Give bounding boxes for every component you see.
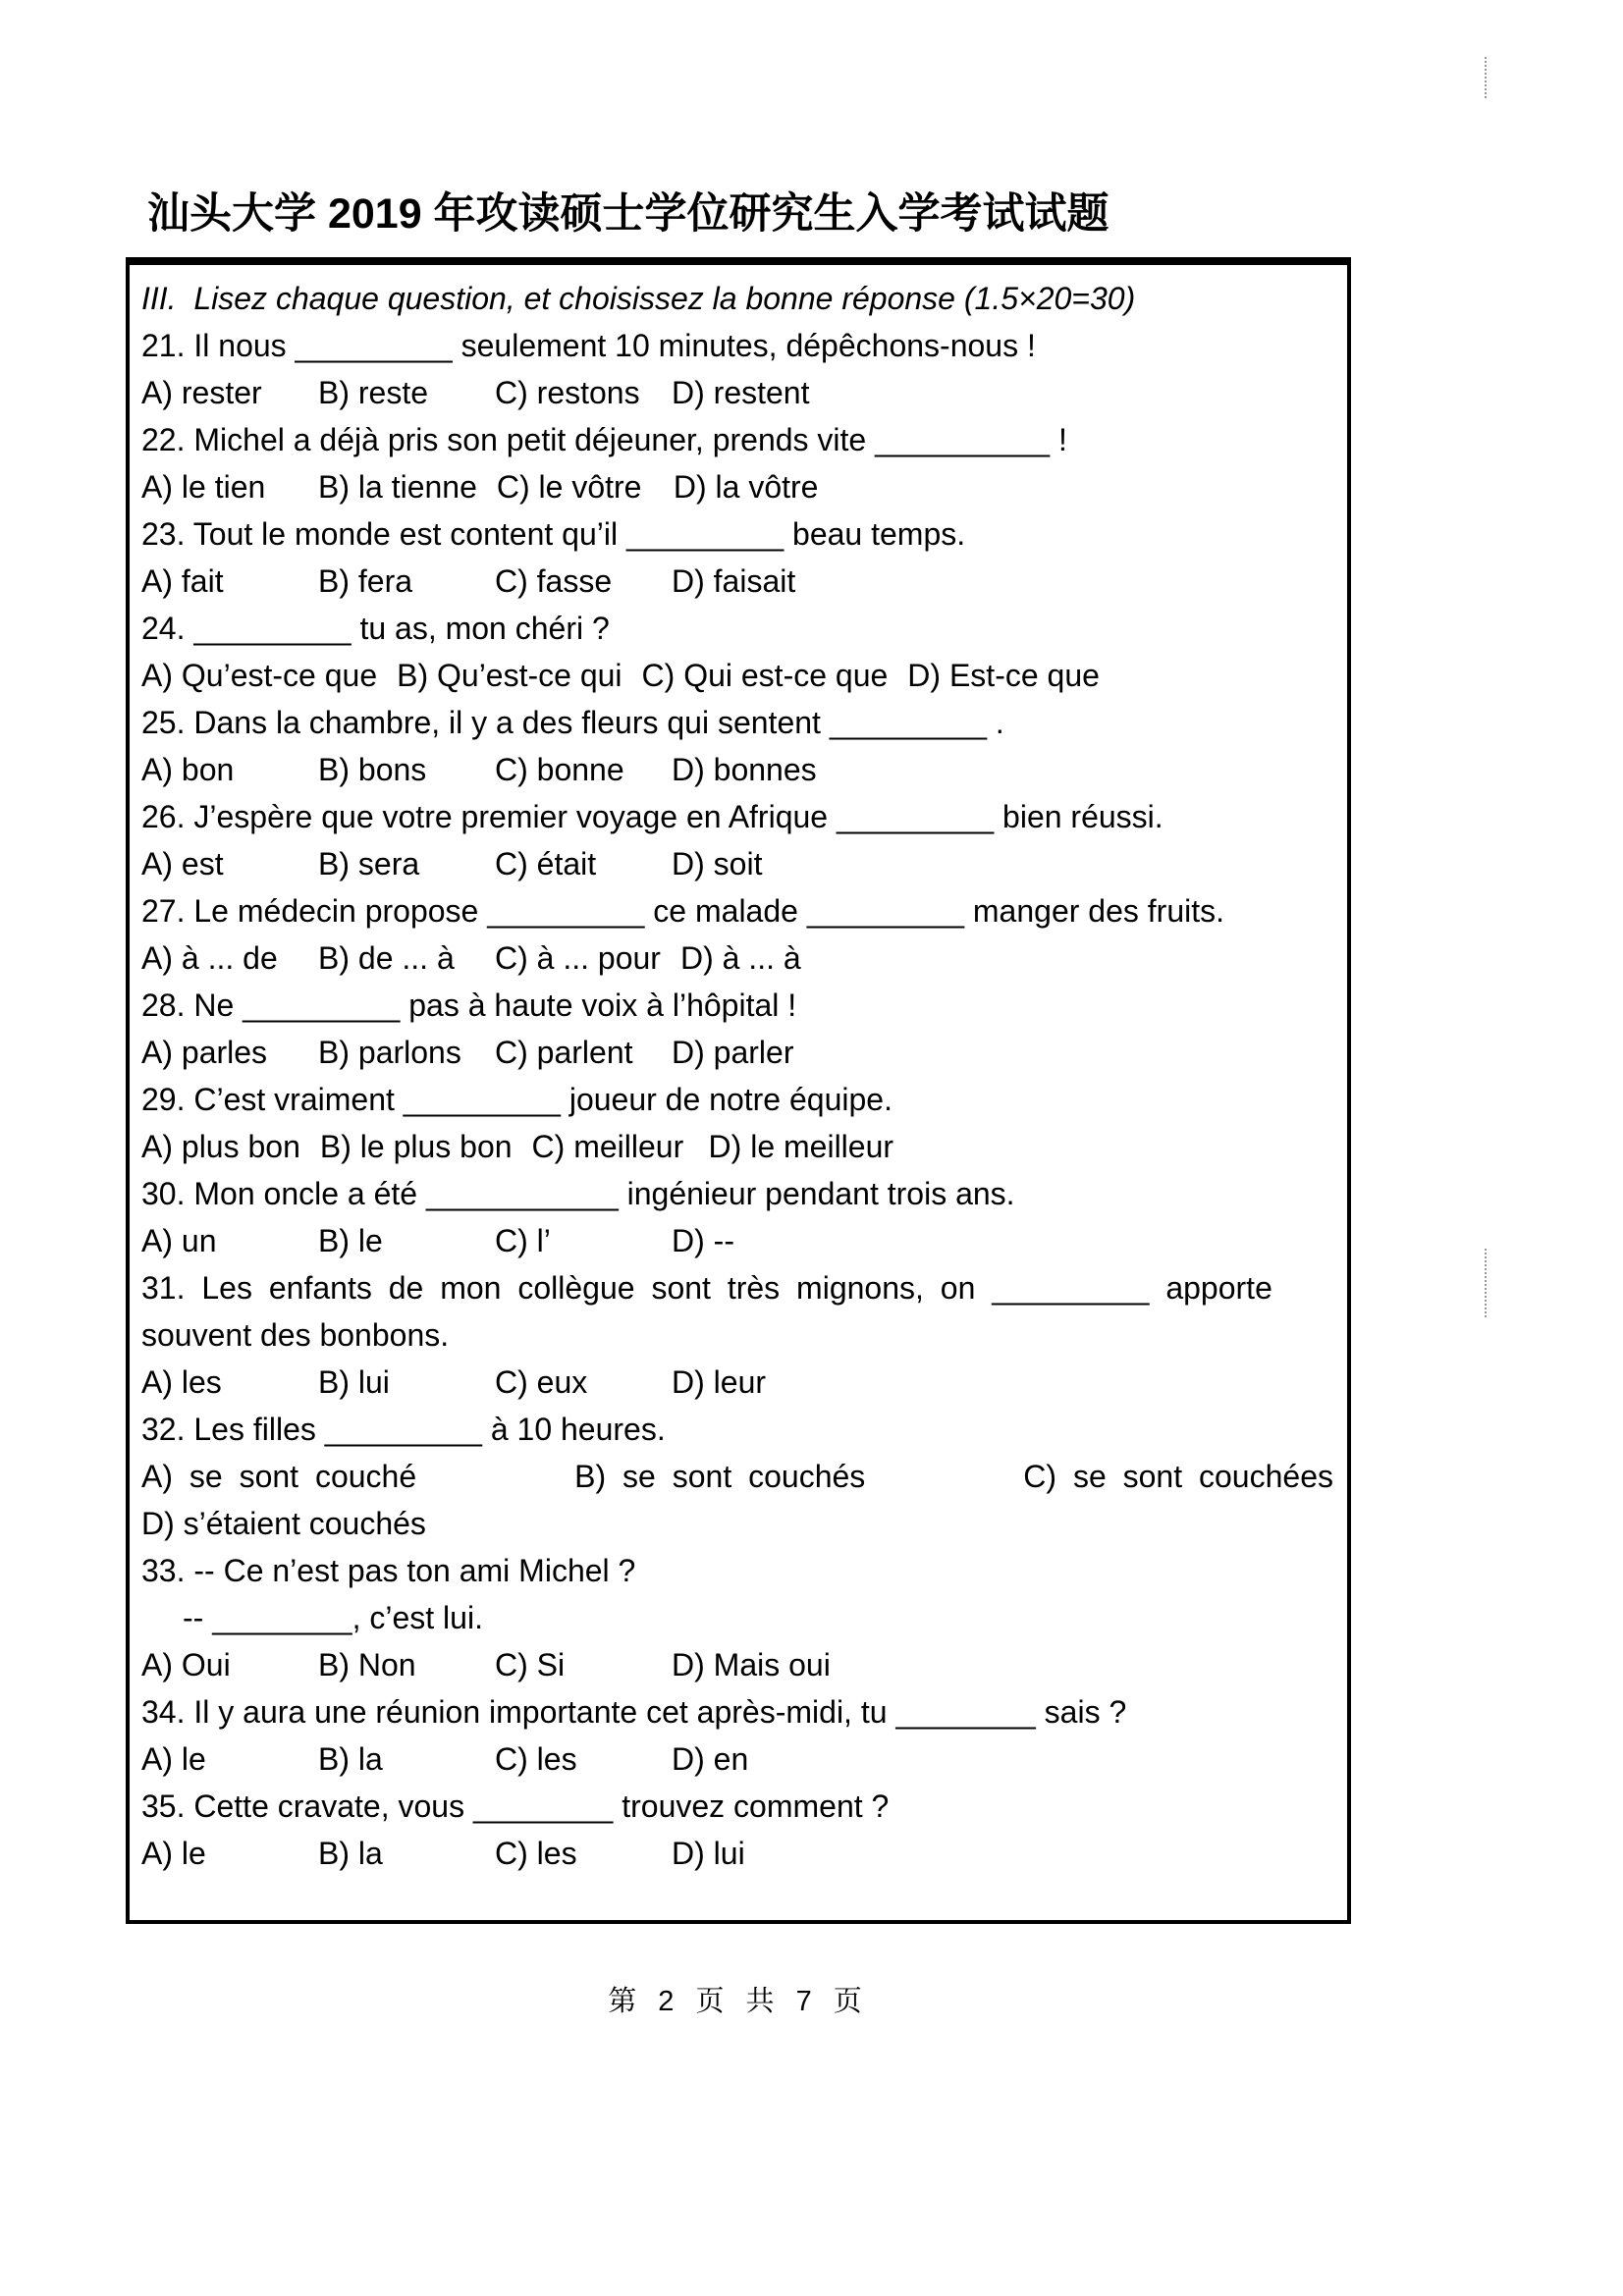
options-row (141, 1453, 1333, 1500)
question-29 (141, 1076, 1333, 1170)
options-row (141, 1500, 1333, 1547)
option-c: C) à ... pour (495, 940, 661, 976)
page-title: 汕头大学 2019 年攻读硕士学位研究生入学考试试题 (147, 190, 1109, 238)
option-a: A) à ... de (141, 940, 278, 976)
question-text: 23. Tout le monde est content qu’il _________ beau temps. (141, 516, 966, 552)
option-a: A) Qu’est-ce que (141, 658, 378, 693)
option-c: C) meilleur (531, 1129, 684, 1164)
question-32 (141, 1406, 1333, 1547)
option-a: A) Oui (141, 1647, 231, 1682)
option-a: A) le (141, 1836, 206, 1871)
options-row (141, 558, 1333, 605)
option-c: C) les (495, 1836, 577, 1871)
question-30 (141, 1170, 1333, 1264)
option-d: D) s’étaient couchés (141, 1506, 426, 1541)
question-23 (141, 510, 1333, 605)
options-row (141, 1123, 1333, 1170)
option-c: C) bonne (495, 752, 624, 787)
option-b: B) reste (318, 375, 429, 410)
option-a: A) le (141, 1741, 206, 1777)
option-d: D) la vôtre (673, 469, 819, 505)
option-c: C) Si (495, 1647, 566, 1682)
question-35 (141, 1783, 1333, 1877)
option-d: D) Mais oui (672, 1647, 831, 1682)
question-text: 22. Michel a déjà pris son petit déjeuner, prends vite __________ ! (141, 422, 1067, 457)
question-text: 26. J’espère que votre premier voyage en Afrique _________ bien réussi. (141, 799, 1163, 834)
options-row (141, 369, 1333, 416)
option-c: C) les (495, 1741, 577, 1777)
scan-artifact (1485, 1249, 1487, 1317)
option-b: B) la tienne (318, 469, 477, 505)
question-26 (141, 793, 1333, 887)
option-a: A) parles (141, 1035, 268, 1070)
options-row (141, 1830, 1333, 1877)
options-row (141, 1359, 1333, 1406)
options-row (141, 746, 1333, 793)
question-text: 25. Dans la chambre, il y a des fleurs qui sentent _________ . (141, 705, 1004, 740)
option-b: B) de ... à (318, 940, 455, 976)
question-28 (141, 982, 1333, 1076)
options-row (141, 1641, 1333, 1688)
option-c: C) eux (495, 1364, 588, 1400)
question-21 (141, 322, 1333, 416)
option-c: C) parlent (495, 1035, 633, 1070)
option-a: A) plus bon (141, 1129, 300, 1164)
option-b: B) lui (318, 1364, 390, 1400)
option-d: D) leur (672, 1364, 767, 1400)
option-a: A) un (141, 1223, 217, 1258)
option-d: D) -- (672, 1223, 734, 1258)
question-text: 31. Les enfants de mon collègue sont très mignons, on _________ apporte (141, 1270, 1272, 1306)
option-b: B) la (318, 1741, 383, 1777)
question-24 (141, 605, 1333, 699)
option-d: D) en (672, 1741, 749, 1777)
section-heading: III. Lisez chaque question, et choisissez la bonne réponse (1.5×20=30) (141, 281, 1136, 316)
option-d: D) restent (672, 375, 810, 410)
question-text: 35. Cette cravate, vous ________ trouvez comment ? (141, 1789, 890, 1824)
question-frame (126, 257, 1351, 1924)
option-a: A) fait (141, 563, 224, 599)
option-c: C) était (495, 846, 597, 881)
option-a: A) les (141, 1364, 222, 1400)
question-27 (141, 887, 1333, 982)
question-text: 28. Ne _________ pas à haute voix à l’hôpital ! (141, 988, 797, 1023)
options-row (141, 463, 1333, 510)
option-c: C) l’ (495, 1223, 551, 1258)
question-text: 27. Le médecin propose _________ ce malade _________ manger des fruits. (141, 893, 1224, 929)
option-c: C) se sont couchées (1023, 1459, 1333, 1494)
options-row (141, 1029, 1333, 1076)
option-d: D) parler (672, 1035, 794, 1070)
option-d: D) faisait (672, 563, 796, 599)
question-text: 34. Il y aura une réunion importante cet après-midi, tu ________ sais ? (141, 1694, 1127, 1730)
question-text: 21. Il nous _________ seulement 10 minutes, dépêchons-nous ! (141, 328, 1036, 363)
options-row (141, 652, 1333, 699)
scan-artifact (1485, 57, 1487, 98)
option-b: B) se sont couchés (574, 1459, 866, 1494)
question-text: 29. C’est vraiment _________ joueur de notre équipe. (141, 1082, 893, 1117)
question-text-continued: -- ________, c’est lui. (183, 1600, 483, 1635)
option-a: A) bon (141, 752, 235, 787)
option-d: D) lui (672, 1836, 745, 1871)
option-a: A) le tien (141, 469, 266, 505)
option-b: B) parlons (318, 1035, 461, 1070)
option-b: B) la (318, 1836, 383, 1871)
options-row (141, 1735, 1333, 1783)
question-25 (141, 699, 1333, 793)
options-row (141, 934, 1333, 982)
option-b: B) sera (318, 846, 420, 881)
option-b: B) fera (318, 563, 413, 599)
question-text: 32. Les filles _________ à 10 heures. (141, 1412, 666, 1447)
option-b: B) le (318, 1223, 383, 1258)
option-a: A) est (141, 846, 224, 881)
options-row (141, 840, 1333, 887)
question-22 (141, 416, 1333, 510)
option-a: A) se sont couché (141, 1459, 417, 1494)
option-d: D) bonnes (672, 752, 817, 787)
options-row (141, 1217, 1333, 1264)
question-text: 33. -- Ce n’est pas ton ami Michel ? (141, 1553, 636, 1588)
option-c: C) le vôtre (496, 469, 642, 505)
question-31 (141, 1264, 1333, 1406)
option-c: C) fasse (495, 563, 613, 599)
option-d: D) à ... à (679, 940, 801, 976)
option-c: C) restons (495, 375, 640, 410)
option-d: D) soit (672, 846, 763, 881)
option-b: B) Qu’est-ce qui (397, 658, 622, 693)
option-b: B) bons (318, 752, 427, 787)
question-34 (141, 1688, 1333, 1783)
option-d: D) le meilleur (708, 1129, 894, 1164)
option-b: B) Non (318, 1647, 416, 1682)
question-text: 24. _________ tu as, mon chéri ? (141, 611, 610, 646)
option-a: A) rester (141, 375, 262, 410)
page-number: 第 2 页 共 7 页 (608, 1986, 869, 2017)
option-b: B) le plus bon (319, 1129, 513, 1164)
option-d: D) Est-ce que (907, 658, 1100, 693)
question-33 (141, 1547, 1333, 1688)
question-text: 30. Mon oncle a été ___________ ingénieur pendant trois ans. (141, 1176, 1015, 1211)
option-c: C) Qui est-ce que (641, 658, 889, 693)
question-text-continued: souvent des bonbons. (141, 1317, 450, 1353)
